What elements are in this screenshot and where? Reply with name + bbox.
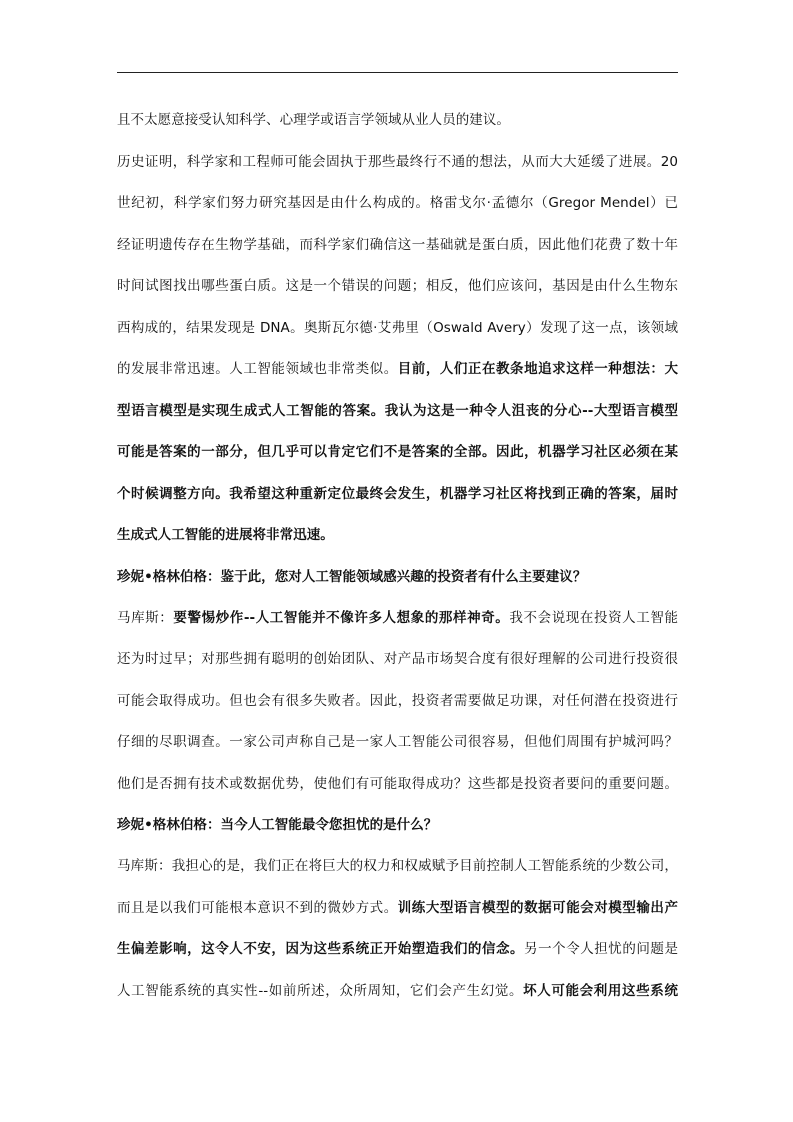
interview-answer <box>117 846 678 1012</box>
interview-question: 珍妮•格林伯格：鉴于此，您对人工智能领域感兴趣的投资者有什么主要建议？ <box>117 568 587 585</box>
bold-text-line: 可能是答案的一部分，但几乎可以肯定它们不是答案的全部。因此，机器学习社区必须在某 <box>117 444 678 460</box>
interview-question: 珍妮•格林伯格：当今人工智能最令您担忧的是什么？ <box>117 817 438 833</box>
bold-text: 要警惕炒作--人工智能并不像许多人想象的那样神奇。 <box>173 609 510 626</box>
text-line <box>117 349 678 391</box>
normal-text: 的发展非常迅速。人工智能领域也非常类似。 <box>117 361 398 377</box>
normal-text: 而且是以我们可能根本意识不到的微妙方式。 <box>117 899 398 916</box>
bold-text-line: 生成式人工智能的进展将非常迅速。 <box>117 527 334 543</box>
document-body <box>117 100 678 1012</box>
text-line: 仔细的尽职调查。一家公司声称自己是一家人工智能公司很容易，但他们周围有护城河吗？ <box>117 734 678 750</box>
text-line <box>117 598 678 640</box>
text-line: 可能会取得成功。但也会有很多失败者。因此，投资者需要做足功课，对任何潜在投资进行 <box>117 692 678 709</box>
text-line: 马库斯：我担心的是，我们正在将巨大的权力和权威赋予目前控制人工智能系统的少数公司， <box>117 858 678 874</box>
normal-text: 我不会说现在投资人工智能 <box>509 609 678 626</box>
text-line: 经证明遗传存在生物学基础，而科学家们确信这一基础就是蛋白质，因此他们花费了数十年 <box>117 236 678 253</box>
bold-text-line: 型语言模型是实现生成式人工智能的答案。我认为这是一种令人沮丧的分心--大型语言模型 <box>117 402 678 419</box>
speaker-label: 马库斯： <box>117 609 174 626</box>
text-line: 且不太愿意接受认知科学、心理学或语言学领域从业人员的建议。 <box>117 112 510 128</box>
normal-text: 另一个令人担忧的问题是 <box>524 941 678 957</box>
text-line: 西构成的，结果发现是 DNA。奥斯瓦尔德·艾弗里（Oswald Avery）发现了这一点，该领域 <box>117 319 678 336</box>
text-line <box>117 929 678 971</box>
text-line <box>117 971 678 1013</box>
bold-text: 生偏差影响，这令人不安，因为这些系统正开始塑造我们的信念。 <box>117 941 525 957</box>
bold-text: 坏人可能会利用这些系统 <box>523 982 678 999</box>
paragraph-2 <box>117 142 678 557</box>
text-line: 世纪初，科学家们努力研究基因是由什么构成的。格雷戈尔·孟德尔（Gregor Mendel）已 <box>117 195 678 211</box>
text-line: 历史证明，科学家和工程师可能会固执于那些最终行不通的想法，从而大大延缓了进展。20 <box>117 153 678 170</box>
text-line: 时间试图找出哪些蛋白质。这是一个错误的问题；相反，他们应该问，基因是由什么生物东 <box>117 278 678 294</box>
bold-text: 训练大型语言模型的数据可能会对模型输出产 <box>397 899 678 916</box>
header-rule <box>117 72 678 73</box>
normal-text: 人工智能系统的真实性--如前所述，众所周知，它们会产生幻觉。 <box>117 982 524 999</box>
interview-answer <box>117 598 678 806</box>
text-line: 他们是否拥有技术或数据优势，使他们有可能取得成功？这些都是投资者要问的重要问题。 <box>117 775 678 792</box>
paragraph-1 <box>117 100 678 142</box>
bold-text: 目前，人们正在教条地追求这样一种想法：大 <box>397 361 678 377</box>
text-line: 还为时过早；对那些拥有聪明的创始团队、对产品市场契合度有很好理解的公司进行投资很 <box>117 651 678 667</box>
text-line <box>117 888 678 930</box>
bold-text-line: 个时候调整方向。我希望这种重新定位最终会发生，机器学习社区将找到正确的答案，届时 <box>117 485 678 502</box>
